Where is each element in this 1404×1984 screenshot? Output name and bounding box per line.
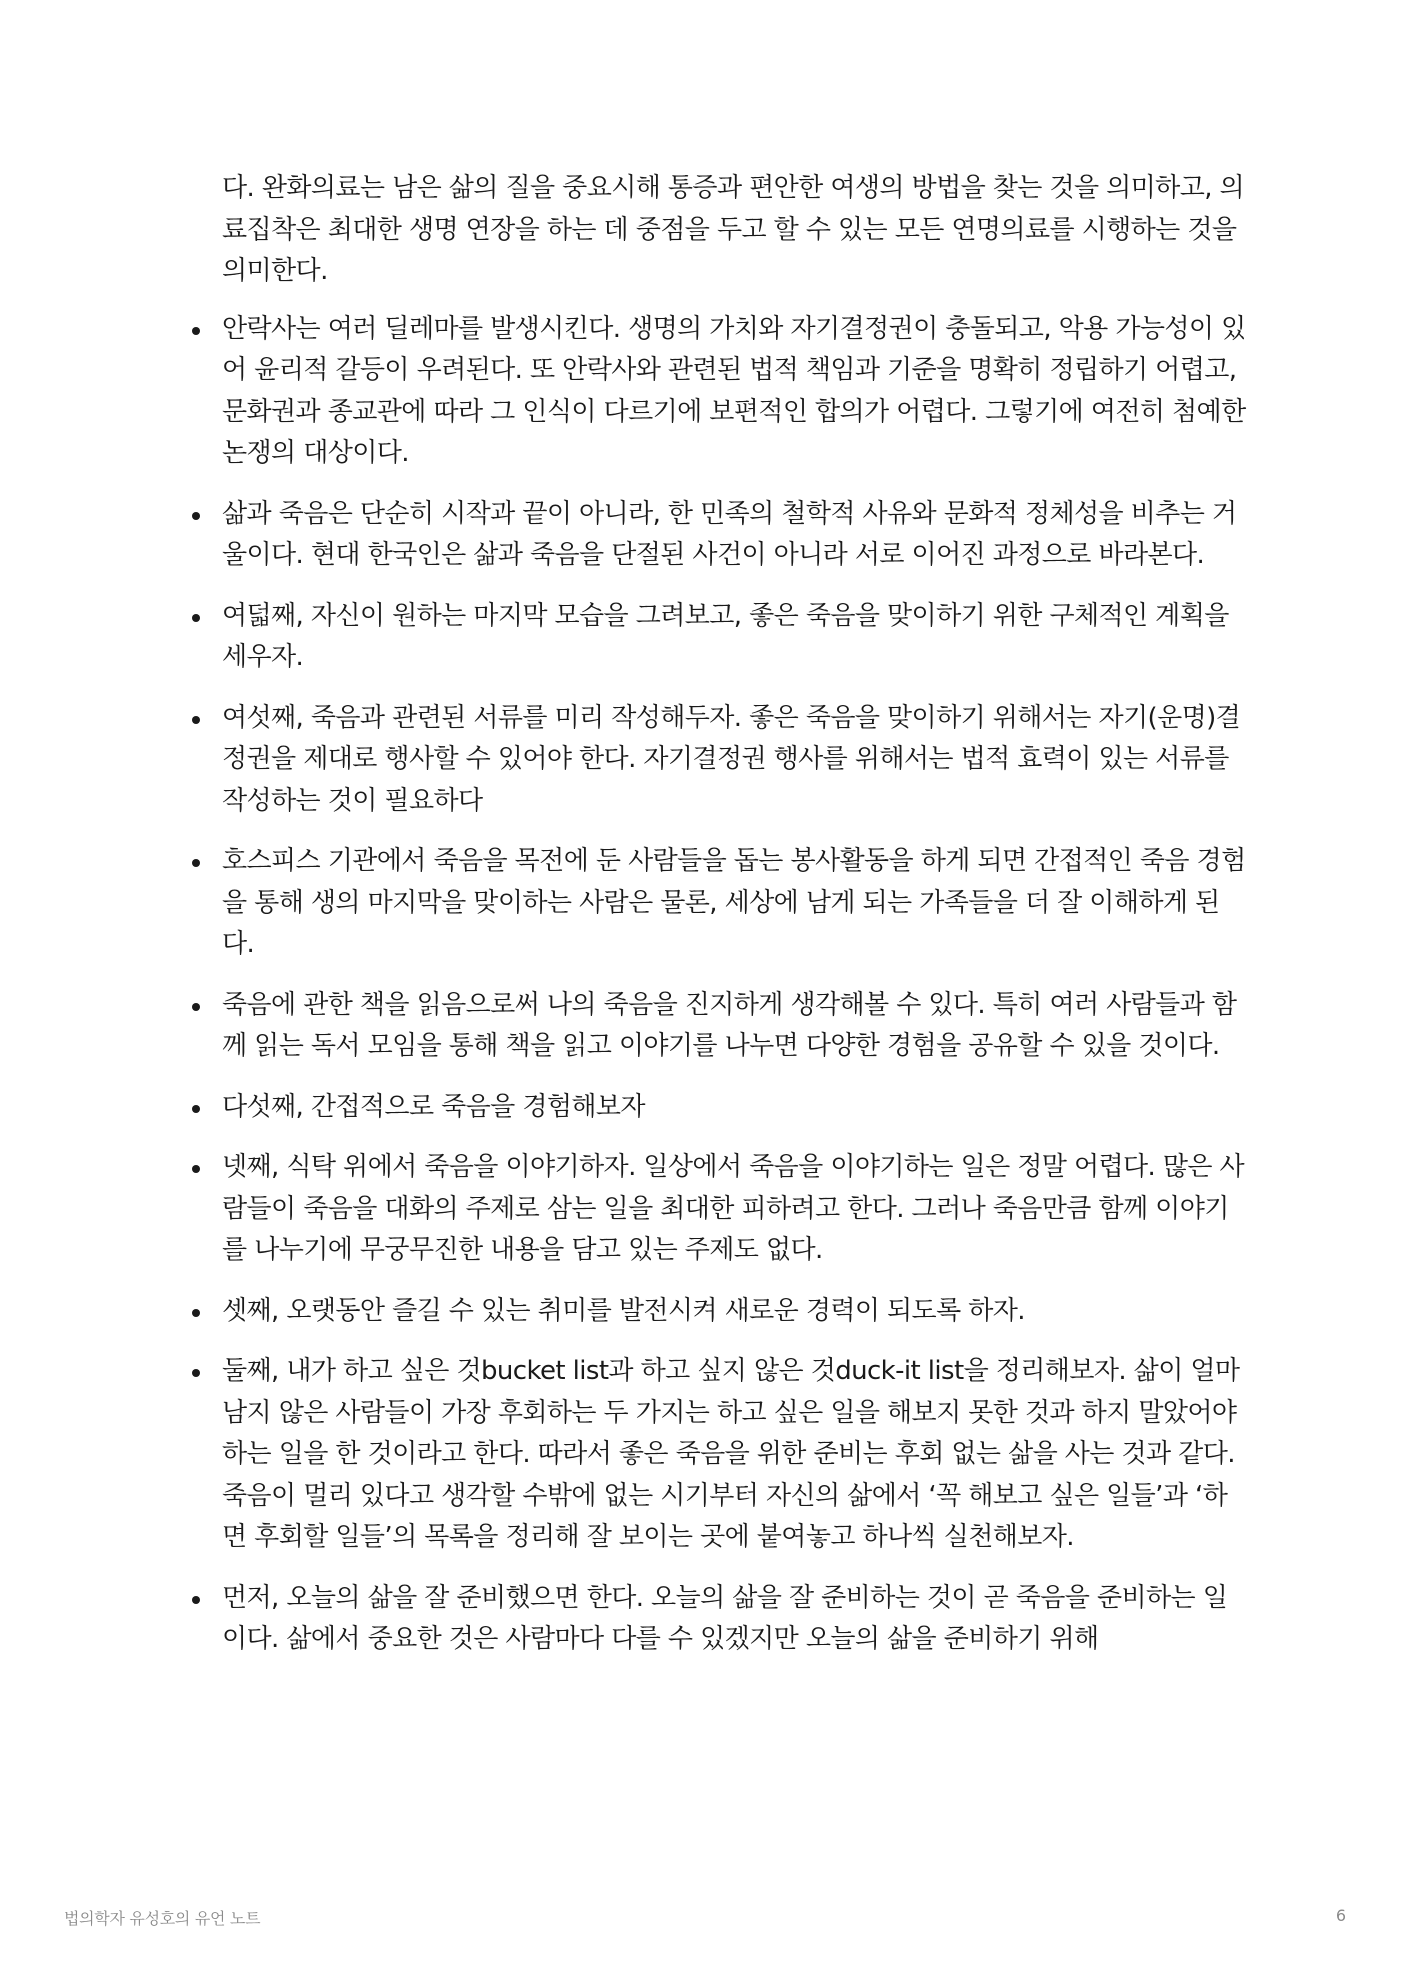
bullet-item: 죽음에 관한 책을 읽음으로써 나의 죽음을 진지하게 생각해볼 수 있다. 특히 여러 사람들과 함께 읽는 독서 모임을 통해 책을 읽고 이야기를 나누면 다양한 경험을 공유할 수 있을 것이다. xyxy=(222,985,1248,1068)
bullet-item: 다섯째, 간접적으로 죽음을 경험해보자 xyxy=(222,1087,1248,1129)
bullet-item: 여덟째, 자신이 원하는 마지막 모습을 그려보고, 좋은 죽음을 맞이하기 위한 구체적인 계획을 세우자. xyxy=(222,596,1248,679)
bullet-list xyxy=(222,309,1248,1661)
bullet-item: 먼저, 오늘의 삶을 잘 준비했으면 한다. 오늘의 삶을 잘 준비하는 것이 곧 죽음을 준비하는 일이다. 삶에서 중요한 것은 사람마다 다를 수 있겠지만 오늘의 삶을 준비하기 위해 xyxy=(222,1578,1248,1661)
intro-paragraph: 다. 완화의료는 남은 삶의 질을 중요시해 통증과 편안한 여생의 방법을 찾는 것을 의미하고, 의료집착은 최대한 생명 연장을 하는 데 중점을 두고 할 수 있는 모든 연명의료를 시행하는 것을 의미한다. xyxy=(222,173,1245,286)
bullet-item: 호스피스 기관에서 죽음을 목전에 둔 사람들을 돕는 봉사활동을 하게 되면 간접적인 죽음 경험을 통해 생의 마지막을 맞이하는 사람은 물론, 세상에 남게 되는 가족들을 더 잘 이해하게 된다. xyxy=(222,841,1248,966)
page-body xyxy=(222,168,1248,1680)
bullet-item: 안락사는 여러 딜레마를 발생시킨다. 생명의 가치와 자기결정권이 충돌되고, 악용 가능성이 있어 윤리적 갈등이 우려된다. 또 안락사와 관련된 법적 책임과 기준을 명확히 정립하기 어렵고, 문화권과 종교관에 따라 그 인식이 다르기에 보편적인 합의가 어렵다. 그렇기에 여전히 첨예한 논쟁의 대상이다. xyxy=(222,309,1248,475)
bullet-item: 삶과 죽음은 단순히 시작과 끝이 아니라, 한 민족의 철학적 사유와 문화적 정체성을 비추는 거울이다. 현대 한국인은 삶과 죽음을 단절된 사건이 아니라 서로 이어진 과정으로 바라본다. xyxy=(222,494,1248,577)
footer-page-number: 6 xyxy=(1335,1906,1346,1925)
bullet-item: 셋째, 오랫동안 즐길 수 있는 취미를 발전시켜 새로운 경력이 되도록 하자. xyxy=(222,1291,1248,1333)
bullet-item: 넷째, 식탁 위에서 죽음을 이야기하자. 일상에서 죽음을 이야기하는 일은 정말 어렵다. 많은 사람들이 죽음을 대화의 주제로 삼는 일을 최대한 피하려고 한다. 그러나 죽음만큼 함께 이야기를 나누기에 무궁무진한 내용을 담고 있는 주제도 없다. xyxy=(222,1147,1248,1272)
bullet-item: 둘째, 내가 하고 싶은 것bucket list과 하고 싶지 않은 것duck-it list을 정리해보자. 삶이 얼마 남지 않은 사람들이 가장 후회하는 두 가지는 하고 싶은 일을 해보지 못한 것과 하지 말았어야 하는 일을 한 것이라고 한다. 따라서 좋은 죽음을 위한 준비는 후회 없는 삶을 사는 것과 같다. 죽음이 멀리 있다고 생각할 수밖에 없는 시기부터 자신의 삶에서 ‘꼭 해보고 싶은 일들’과 ‘하면 후회할 일들’의 목록을 정리해 잘 보이는 곳에 붙여놓고 하나씩 실천해보자. xyxy=(222,1351,1248,1559)
footer-book-title: 법의학자 유성호의 유언 노트 xyxy=(64,1909,261,1928)
bullet-item: 여섯째, 죽음과 관련된 서류를 미리 작성해두자. 좋은 죽음을 맞이하기 위해서는 자기(운명)결정권을 제대로 행사할 수 있어야 한다. 자기결정권 행사를 위해서는 법적 효력이 있는 서류를 작성하는 것이 필요하다 xyxy=(222,698,1248,823)
